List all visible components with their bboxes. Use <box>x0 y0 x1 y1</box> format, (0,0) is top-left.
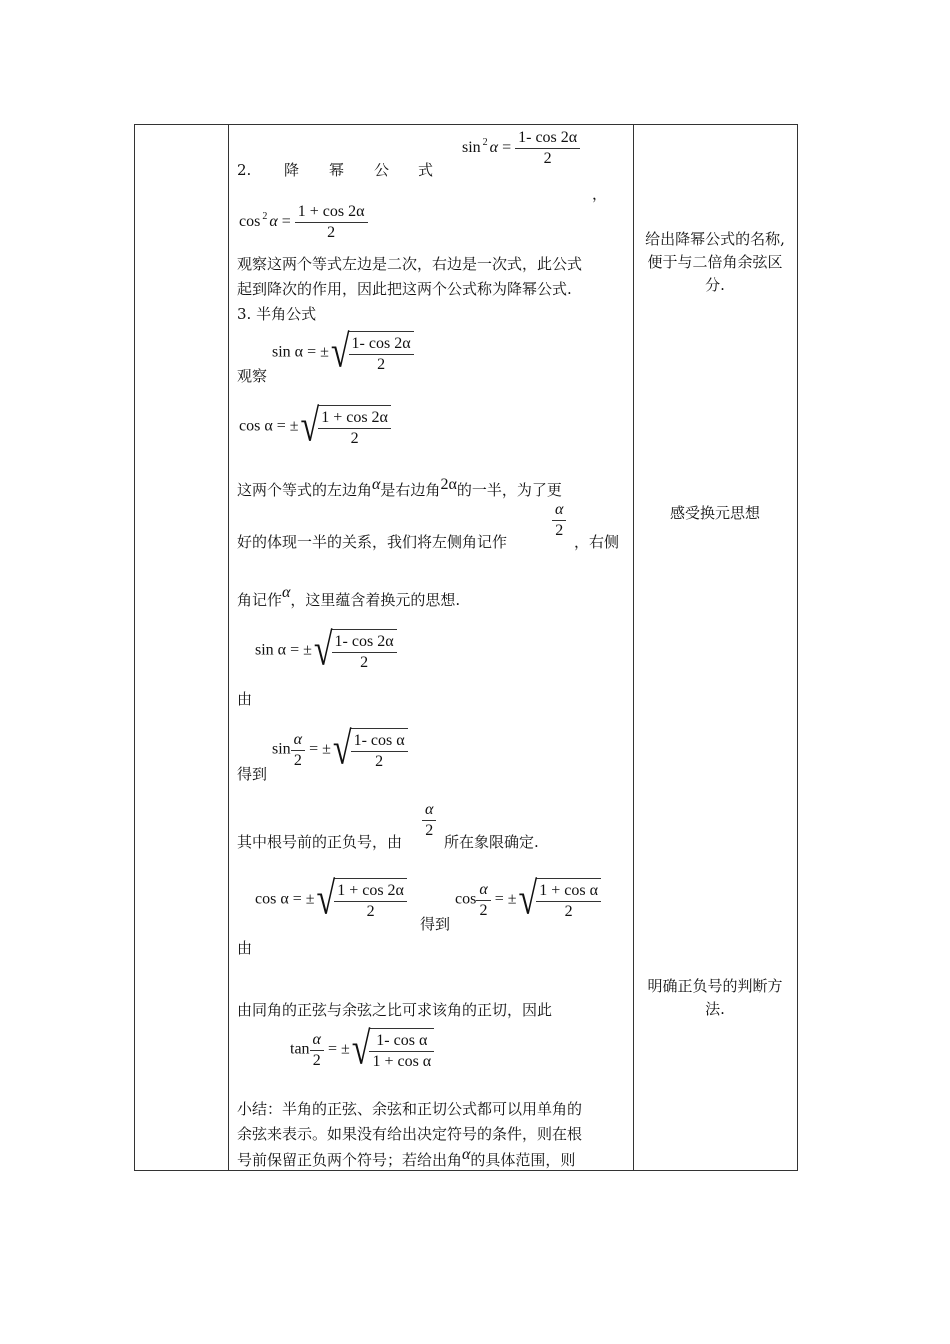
formula-sin-half-angle-repeat: sin α = ±√ $\frac{1- \cos 2\alpha}{2}$ <box>255 629 397 673</box>
column-divider-2 <box>633 125 634 1170</box>
formula-sin-squared: sin $^2$ α = $\frac{1- \cos 2\alpha}{2}$ <box>462 128 580 169</box>
note-substitution: 感受换元思想 <box>669 504 760 522</box>
paragraph-line: 起到降次的作用，因此把这两个公式称为降幂公式. <box>237 280 572 298</box>
word-char: 式 <box>418 161 434 179</box>
summary-line: 余弦来表示。如果没有给出决定符号的条件，则在根 <box>237 1125 583 1143</box>
word-char: 公 <box>374 161 390 179</box>
fraction-alpha-over-2: $\frac{\alpha}{2}$ <box>422 800 436 841</box>
paragraph-sign-text: 其中根号前的正负号，由 <box>237 833 403 851</box>
summary-line-last: 号前保留正负两个符号；若给出角α的具体范围，则 <box>237 1146 576 1169</box>
paragraph-angle-line2-end: ，右侧 <box>574 533 620 551</box>
paragraph-tan-text: 由同角的正弦与余弦之比可求该角的正切，因此 <box>237 1001 553 1019</box>
paragraph-angle-line3: 角记作α，这里蕴含着换元的思想. <box>237 584 461 609</box>
formula-cos-half-angle-repeat: cos α = ±√ $\frac{1 + \cos 2\alpha}{2}$ <box>255 878 407 922</box>
word-dedao: 得到 <box>420 915 451 933</box>
word-char: 幂 <box>329 161 345 179</box>
formula-cos-half-angle: cos α = ±√ $\frac{1 + \cos 2\alpha}{2}$ <box>239 405 391 449</box>
note-sign-method: 明确正负号的判断方法. <box>647 977 783 1018</box>
word-char: 降 <box>284 161 300 179</box>
paragraph-angle-line2: 好的体现一半的关系，我们将左侧角记作 <box>237 533 508 551</box>
word-dedao: 得到 <box>237 765 268 783</box>
comma: ， <box>592 185 608 203</box>
word-you: 由 <box>237 939 253 957</box>
summary-line: 小结：半角的正弦、余弦和正切公式都可以用单角的 <box>237 1100 583 1118</box>
note-power-reduction: 给出降幂公式的名称, 便于与二倍角余弦区分. <box>645 230 785 294</box>
paragraph-angle-line1: 这两个等式的左边角α是右边角2α的一半，为了更 <box>237 476 562 499</box>
formula-cos-alpha-over-2: cos $\frac{\alpha}{2}$ = ±√ $\frac{\text{1 + cos α}}{2}$ <box>455 878 601 922</box>
section-heading: 3. 半角公式 <box>237 305 317 323</box>
paragraph-sign-end: 所在象限确定. <box>444 833 539 851</box>
word-observe: 观察 <box>237 367 268 385</box>
formula-cos-squared: cos $^2$ α = $\frac{1 + \cos 2\alpha}{2}$ <box>239 202 368 243</box>
formula-sin-half-angle: sin α = ±√ $\frac{1- \cos 2\alpha}{2}$ <box>272 331 414 375</box>
column-divider-1 <box>228 125 229 1170</box>
formula-tan-alpha-over-2: tan $\frac{\alpha}{2}$ = ±√ $\frac{\text{1- cos α}}{\text{1 + cos α}}$ <box>290 1028 434 1072</box>
paragraph-line: 观察这两个等式左边是二次，右边是一次式，此公式 <box>237 255 583 273</box>
item-2-label: 2. <box>237 161 252 179</box>
fraction-alpha-over-2: $\frac{\alpha}{2}$ <box>552 500 566 541</box>
formula-sin-alpha-over-2: sin $\frac{\alpha}{2}$ = ±√ $\frac{\text{1- cos α}}{2}$ <box>272 728 408 772</box>
word-you: 由 <box>237 690 253 708</box>
